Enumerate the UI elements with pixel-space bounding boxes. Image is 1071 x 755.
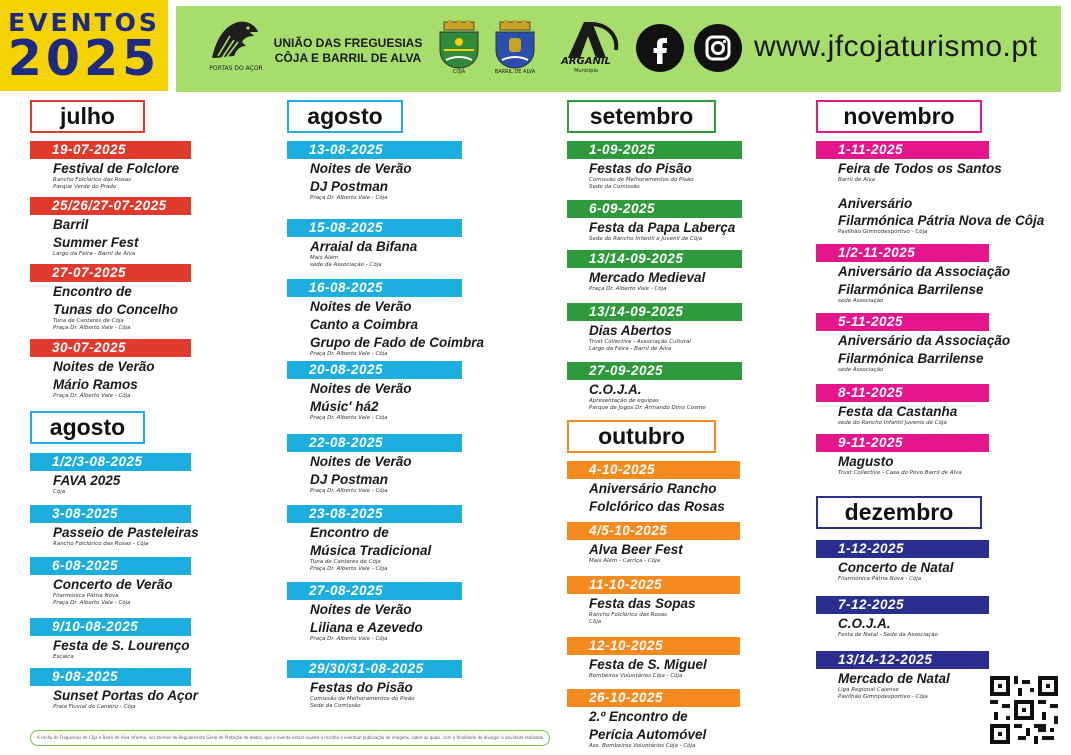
month-novembro: novembro xyxy=(816,100,982,133)
event-title: Aniversário Rancho xyxy=(589,481,717,496)
event-agosto_left-4 xyxy=(30,618,271,661)
event-title: Noites de Verão xyxy=(310,602,412,617)
event-title: Festa da Papa Laberça xyxy=(589,220,736,235)
event-date: 25/26/27-07-2025 xyxy=(30,197,191,215)
event-title: Festa das Sopas xyxy=(589,596,696,611)
event-venue: Filarmónica Pátria Nova - Côja xyxy=(838,576,922,582)
event-date: 9/10-08-2025 xyxy=(30,618,191,636)
event-title: Folclórico das Rosas xyxy=(589,499,725,514)
event-date: 13/14-09-2025 xyxy=(567,303,742,321)
event-date: 5-11-2025 xyxy=(816,313,989,331)
event-venue: Côja xyxy=(53,489,66,495)
instagram-icon[interactable] xyxy=(694,24,742,72)
event-title: Noites de Verão xyxy=(310,381,412,396)
event-setembro-2 xyxy=(567,200,822,243)
event-venue: Bombeiros Voluntários Côja - Côja xyxy=(589,673,683,679)
event-title: Noites de Verão xyxy=(310,454,412,469)
event-title: Festa de S. Lourenço xyxy=(53,638,190,653)
event-title: C.O.J.A. xyxy=(589,382,642,397)
event-title: Noites de Verão xyxy=(310,299,412,314)
event-venue: Praça Dr. Alberto Vale - Côja xyxy=(53,393,131,399)
event-title: Filarmónica Barrilense xyxy=(838,351,984,366)
event-venue: Praça Dr. Alberto Vale - Côja xyxy=(310,415,388,421)
event-venue: sede do Rancho Infantil Juvenis de Côja xyxy=(838,420,947,426)
month-agosto-left: agosto xyxy=(30,411,145,444)
event-date: 29/30/31-08-2025 xyxy=(287,660,462,678)
event-setembro-5 xyxy=(567,362,822,412)
event-date: 4-10-2025 xyxy=(567,461,740,479)
event-date: 13/14-09-2025 xyxy=(567,250,742,268)
event-date: 19-07-2025 xyxy=(30,141,191,159)
event-title: Festa de S. Miguel xyxy=(589,657,707,672)
event-title: Festa da Castanha xyxy=(838,404,958,419)
event-title: Filarmónica Barrilense xyxy=(838,282,984,297)
event-title: Passeio de Pasteleiras xyxy=(53,525,199,540)
event-venue: Comissão de Melhoramentos do Pisão xyxy=(310,696,415,702)
event-title: DJ Postman xyxy=(310,472,389,487)
event-venue: Festa de Natal - Sede da Associação xyxy=(838,632,938,638)
event-agosto_left-1 xyxy=(30,453,271,496)
event-julho-2 xyxy=(30,197,271,258)
event-title: Mercado Medieval xyxy=(589,270,706,285)
event-venue: Rancho Folclórico das Rosas xyxy=(589,612,667,618)
event-outubro-2 xyxy=(567,522,820,565)
event-title: FAVA 2025 xyxy=(53,473,121,488)
event-title: Festival de Folclore xyxy=(53,161,180,176)
event-venue: Praça Dr. Alberto Vale - Côja xyxy=(310,488,388,494)
event-title: C.O.J.A. xyxy=(838,616,891,631)
event-venue: Rancho Folclórico das Rosas - Côja xyxy=(53,541,149,547)
event-date: 1/2/3-08-2025 xyxy=(30,453,191,471)
event-title: Barril xyxy=(53,217,89,232)
event-agosto_right-5 xyxy=(287,434,542,495)
event-venue: Liga Regional Cajense xyxy=(838,687,899,693)
event-novembro-1 xyxy=(816,141,1069,184)
event-venue: Tuna de Cantares de Côja xyxy=(310,559,381,565)
event-date: 23-08-2025 xyxy=(287,505,462,523)
event-date: 1-09-2025 xyxy=(567,141,742,159)
event-venue: Barril de Alva xyxy=(838,177,876,183)
event-venue: Pavilhão Gimnodesportivo - Côja xyxy=(838,694,928,700)
event-julho-3 xyxy=(30,264,271,332)
month-dezembro: dezembro xyxy=(816,496,982,529)
event-title: Músic' há2 xyxy=(310,399,379,414)
month-agosto-right: agosto xyxy=(287,100,403,133)
privacy-disclaimer: A União de Freguesias de Côja e Barril de Alva informa, nos termos do Regulamento Geral de Proteção de dados, que o evento estará sujeito a recolha e eventual publicação de imagens, sobre as quais, com a finalidade de divulgar a atividade realizada xyxy=(30,730,550,746)
event-date: 26-10-2025 xyxy=(567,689,740,707)
event-title: Concerto de Natal xyxy=(838,560,954,575)
event-julho-1 xyxy=(30,141,271,191)
event-venue: Rancho Folclórico das Rosas xyxy=(53,177,131,183)
event-title: Festas do Pisão xyxy=(310,680,413,695)
event-date: 1-12-2025 xyxy=(816,540,989,558)
event-venue: Praça Dr. Alberto Vale - Côja xyxy=(53,600,131,606)
event-title: DJ Postman xyxy=(310,179,389,194)
eventos-2025-badge xyxy=(0,0,168,91)
event-venue: Tuna de Cantares de Côja xyxy=(53,318,124,324)
event-venue: sede da Associação - Côja xyxy=(310,262,382,268)
coja-crest-icon xyxy=(436,20,482,70)
event-venue: Praça Dr. Alberto Vale - Côja xyxy=(310,566,388,572)
eagle-caption: PORTAS DO AÇOR xyxy=(209,65,263,72)
event-title: Aniversário da Associação xyxy=(838,333,1011,348)
event-date: 22-08-2025 xyxy=(287,434,462,452)
barril-crest xyxy=(492,20,538,76)
event-outubro-5 xyxy=(567,689,820,750)
event-novembro-3 xyxy=(816,313,1069,374)
event-date: 7-12-2025 xyxy=(816,596,989,614)
event-agosto_left-2 xyxy=(30,505,271,548)
event-date: 20-08-2025 xyxy=(287,361,462,379)
event-agosto_right-8 xyxy=(287,660,542,710)
event-venue: Praia Fluvial do Caneiro - Côja xyxy=(53,704,136,710)
website-link[interactable]: www.jfcojaturismo.pt xyxy=(754,30,1038,63)
event-date: 16-08-2025 xyxy=(287,279,462,297)
event-date: 1-11-2025 xyxy=(816,141,989,159)
event-date: 6-08-2025 xyxy=(30,557,191,575)
arganil-logo xyxy=(546,20,626,80)
event-date: 11-10-2025 xyxy=(567,576,740,594)
coja-crest xyxy=(436,20,482,76)
event-title: Tunas do Concelho xyxy=(53,302,179,317)
event-title: Sunset Portas do Açor xyxy=(53,688,199,703)
event-title: Summer Fest xyxy=(53,235,139,250)
coja-crest-caption: CÔJA xyxy=(452,69,466,75)
event-dezembro-1 xyxy=(816,540,1069,583)
event-title: Concerto de Verão xyxy=(53,577,173,592)
event-title: Mercado de Natal xyxy=(838,671,950,686)
event-venue: Mais Além - Carriça - Côja xyxy=(589,558,661,564)
event-venue: Mais Além xyxy=(310,255,339,261)
event-title: Noites de Verão xyxy=(53,359,155,374)
event-venue: Côja xyxy=(589,619,602,625)
event-title: Canto a Coimbra xyxy=(310,317,419,332)
arganil-sub: Município xyxy=(574,68,598,74)
event-title: Alva Beer Fest xyxy=(589,542,683,557)
union-name: UNIÃO DAS FREGUESIAS CÔJA E BARRIL DE ALVA xyxy=(273,36,423,65)
event-agosto_left-3 xyxy=(30,557,271,607)
event-title: Aniversário xyxy=(838,196,913,211)
event-date: 13-08-2025 xyxy=(287,141,462,159)
event-title: Filarmónica Pátria Nova de Côja xyxy=(838,213,1045,228)
event-date: 4/5-10-2025 xyxy=(567,522,740,540)
event-venue: Comissão de Melhoramentos do Pisão xyxy=(589,177,694,183)
event-venue: Praça Dr. Alberto Vale - Côja xyxy=(310,195,388,201)
month-julho: julho xyxy=(30,100,145,133)
event-title: Música Tradicional xyxy=(310,543,432,558)
event-date: 13/14-12-2025 xyxy=(816,651,989,669)
event-title: Feira de Todos os Santos xyxy=(838,161,1002,176)
event-venue: Praça Dr. Alberto Vale - Côja xyxy=(310,351,388,357)
event-date: 9-08-2025 xyxy=(30,668,191,686)
event-agosto_right-2 xyxy=(287,219,542,269)
event-novembro-4 xyxy=(816,384,1069,427)
event-date: 8-11-2025 xyxy=(816,384,989,402)
event-title: 2.º Encontro de xyxy=(589,709,688,724)
eagle-icon xyxy=(208,16,260,66)
event-dezembro-2 xyxy=(816,596,1069,639)
event-venue: Trust Collective - Associação Cultural xyxy=(589,339,691,345)
event-venue: Pavilhão Gimnodesportivo - Côja xyxy=(838,229,928,235)
event-venue: Filarmónica Pátria Nova xyxy=(53,593,119,599)
event-venue: Ass. Bombeiros Voluntários Côja - Côja xyxy=(589,743,696,749)
event-date: 30-07-2025 xyxy=(30,339,191,357)
event-title: Noites de Verão xyxy=(310,161,412,176)
event-date: 27-07-2025 xyxy=(30,264,191,282)
event-title: Arraial da Bifana xyxy=(310,239,418,254)
event-venue: Praça Dr. Alberto Vale - Côja xyxy=(589,286,667,292)
arganil-word: ARGANIL xyxy=(561,56,611,67)
event-date: 27-09-2025 xyxy=(567,362,742,380)
event-title: Encontro de xyxy=(310,525,389,540)
barril-crest-icon xyxy=(492,20,538,70)
portas-do-acor-logo xyxy=(208,16,263,78)
event-agosto_right-6 xyxy=(287,505,542,573)
event-agosto_right-7 xyxy=(287,582,542,643)
event-title: Festas do Pisão xyxy=(589,161,692,176)
event-venue: Praça Dr. Alberto Vale - Côja xyxy=(53,325,131,331)
event-venue: Largo da Feira - Barril de Alva xyxy=(53,251,136,257)
event-venue: Sede da Comissão xyxy=(589,184,640,190)
event-venue: Escalca xyxy=(53,654,74,660)
event-title: Liliana e Azevedo xyxy=(310,620,423,635)
event-date: 27-08-2025 xyxy=(287,582,462,600)
event-agosto_right-1 xyxy=(287,141,542,202)
event-venue: sede Associação xyxy=(838,298,884,304)
event-title: Aniversário da Associação xyxy=(838,264,1011,279)
facebook-icon[interactable] xyxy=(636,24,684,72)
event-venue: Apresentação de equipas xyxy=(589,398,659,404)
month-outubro: outubro xyxy=(567,420,716,453)
event-title: Magusto xyxy=(838,454,894,469)
event-agosto_right-4 xyxy=(287,361,542,422)
event-agosto_left-5 xyxy=(30,668,271,711)
event-outubro-4 xyxy=(567,637,820,680)
event-venue: Trust Collective - Casa do Povo Barril de Alva xyxy=(838,470,962,476)
event-setembro-4 xyxy=(567,303,822,353)
novembro-extra-event xyxy=(838,195,1044,236)
event-title: Grupo de Fado de Coimbra xyxy=(310,335,485,350)
month-setembro: setembro xyxy=(567,100,716,133)
event-outubro-1 xyxy=(567,461,820,515)
event-date: 3-08-2025 xyxy=(30,505,191,523)
event-venue: Sede do Rancho Infantil e Juvenil de Côja xyxy=(589,236,703,242)
event-title: Encontro de xyxy=(53,284,132,299)
event-venue: Largo da Feira - Barril de Alva xyxy=(589,346,672,352)
event-date: 1/2-11-2025 xyxy=(816,244,989,262)
event-date: 12-10-2025 xyxy=(567,637,740,655)
event-date: 15-08-2025 xyxy=(287,219,462,237)
event-venue: Sede da Comissão xyxy=(310,703,361,709)
event-setembro-1 xyxy=(567,141,822,191)
qr-code-icon[interactable] xyxy=(990,676,1058,744)
barril-crest-caption: BARRIL DE ALVA xyxy=(494,69,536,75)
brand-line1: EVENTOS xyxy=(8,8,160,37)
event-date: 6-09-2025 xyxy=(567,200,742,218)
event-novembro-5 xyxy=(816,434,1069,477)
event-julho-4 xyxy=(30,339,271,400)
event-title: Perícia Automóvel xyxy=(589,727,707,742)
event-novembro-2 xyxy=(816,244,1069,305)
brand-year: 2025 xyxy=(7,30,161,87)
event-venue: Parque Verde do Prado xyxy=(53,184,117,190)
event-venue: sede Associação xyxy=(838,367,884,373)
event-setembro-3 xyxy=(567,250,822,293)
event-agosto_right-3 xyxy=(287,279,542,358)
event-date: 9-11-2025 xyxy=(816,434,989,452)
arganil-a-icon xyxy=(546,20,626,60)
event-venue: Parque de Jogos Dr. Armando Dinis Cosme xyxy=(589,405,706,411)
event-title: Mário Ramos xyxy=(53,377,138,392)
event-outubro-3 xyxy=(567,576,820,626)
event-venue: Praça Dr. Alberto Vale - Côja xyxy=(310,636,388,642)
event-title: Dias Abertos xyxy=(589,323,672,338)
